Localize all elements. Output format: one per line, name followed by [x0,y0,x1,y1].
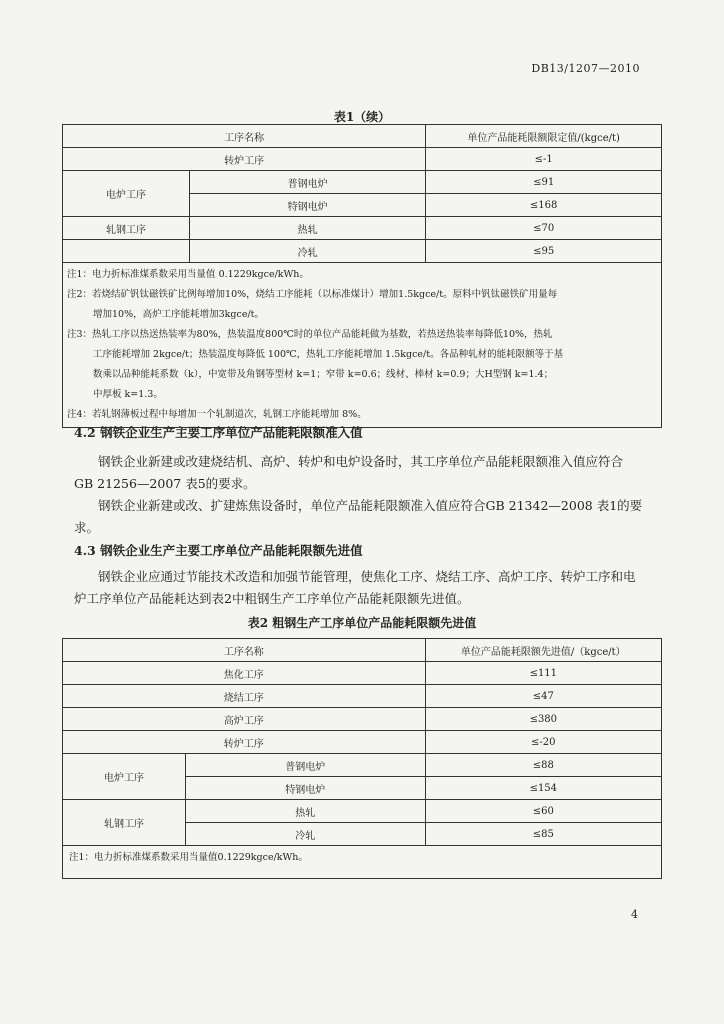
table1-header-value: 单位产品能耗限额限定值/(kgce/t) [426,125,662,148]
section-4-2-body [74,451,664,539]
table1-note: 增加10%，高炉工序能耗增加3kgce/t。 [93,309,264,320]
table2-header-value: 单位产品能耗限额先进值/（kgce/t） [425,639,661,662]
table1-note: 注1：电力折标准煤系数采用当量值 0.1229kgce/kWh。 [67,269,309,280]
table1-caption: 表1（续） [333,110,391,124]
table1-row-value: ≤95 [426,240,662,263]
table2-caption: 表2 粗钢生产工序单位产品能耗限额先进值 [247,616,477,630]
page-number: 4 [631,908,638,921]
section-4-3-title: 4.3 钢铁企业生产主要工序单位产品能耗限额先进值 [74,543,363,558]
paragraph-line: 求。 [74,520,100,535]
paragraph-line: 钢铁企业新建或改、扩建炼焦设备时，单位产品能耗限额准入值应符合GB 21342—2008 表1的要 [98,498,643,513]
table2-row-name: 转炉工序 [63,731,426,754]
table1-row-sub: 普钢电炉 [190,171,426,194]
table1-note: 中厚板 k=1.3。 [93,389,163,400]
paragraph-line: 钢铁企业新建或改建烧结机、高炉、转炉和电炉设备时，其工序单位产品能耗限额准入值应符合 [98,454,624,469]
paragraph-line: 钢铁企业应通过节能技术改造和加强节能管理，使焦化工序、烧结工序、高炉工序、转炉工序和电 [98,569,636,584]
table1-row-value: ≤70 [426,217,662,240]
table1-row-sub: 冷轧 [190,240,426,263]
table2 [62,638,662,879]
table2-notes [63,846,662,879]
document-code: DB13/1207—2010 [531,62,640,75]
table2-note: 注1：电力折标准煤系数采用当量值0.1229kgce/kWh。 [69,852,308,863]
table2-row-sub: 热轧 [186,800,426,823]
section-4-3-body [74,566,664,610]
table1-row-value: ≤-1 [426,148,662,171]
table2-row-sub: 普钢电炉 [186,754,426,777]
table1-row-value: ≤168 [426,194,662,217]
table2-row-name: 烧结工序 [63,685,426,708]
table2-row-sub: 冷轧 [186,823,426,846]
table2-row-value: ≤154 [425,777,661,800]
table2-row-sub: 特钢电炉 [186,777,426,800]
table1-row-name: 电炉工序 [63,171,190,217]
table2-row-name: 焦化工序 [63,662,426,685]
table1-note: 注3：热轧工序以热送热装率为80%，热装温度800℃时的单位产品能耗做为基数，若热送热装率每降低10%，热轧 [67,329,553,340]
paragraph-line: GB 21256—2007 表5的要求。 [74,476,256,491]
table1-row-name [63,240,190,263]
table2-row-value: ≤111 [425,662,661,685]
table2-row-value: ≤88 [425,754,661,777]
section-4-2-title: 4.2 钢铁企业生产主要工序单位产品能耗限额准入值 [74,425,363,440]
table1-header-name: 工序名称 [63,125,426,148]
table2-row-value: ≤-20 [425,731,661,754]
paragraph-line: 炉工序单位产品能耗达到表2中粗钢生产工序单位产品能耗限额先进值。 [74,591,470,606]
table1 [62,124,662,428]
table2-row-name: 电炉工序 [63,754,186,800]
table1-note: 注4：若轧钢薄板过程中每增加一个轧制道次，轧钢工序能耗增加 8%。 [67,409,367,420]
table2-row-name: 轧钢工序 [63,800,186,846]
table1-note: 数乘以品种能耗系数（k），中宽带及角钢等型材 k=1；窄带 k=0.6；线材、棒材 k=0.9；大H型钢 k=1.4； [93,369,554,380]
table1-row-name: 转炉工序 [63,148,426,171]
table1-row-sub: 特钢电炉 [190,194,426,217]
table2-row-value: ≤85 [425,823,661,846]
table2-row-value: ≤380 [425,708,661,731]
table1-row-sub: 热轧 [190,217,426,240]
table1-notes [63,263,662,428]
table2-header-name: 工序名称 [63,639,426,662]
table2-row-value: ≤47 [425,685,661,708]
table2-row-value: ≤60 [425,800,661,823]
table1-note: 工序能耗增加 2kgce/t；热装温度每降低 100℃，热轧工序能耗增加 1.5kgce/t。各品种轧材的能耗限额等于基 [93,349,564,360]
table2-row-name: 高炉工序 [63,708,426,731]
table1-row-value: ≤91 [426,171,662,194]
table1-note: 注2：若烧结矿钒钛磁铁矿比例每增加10%，烧结工序能耗（以标准煤计）增加1.5kgce/t。原料中钒钛磁铁矿用量每 [67,289,558,300]
table1-row-name: 轧钢工序 [63,217,190,240]
